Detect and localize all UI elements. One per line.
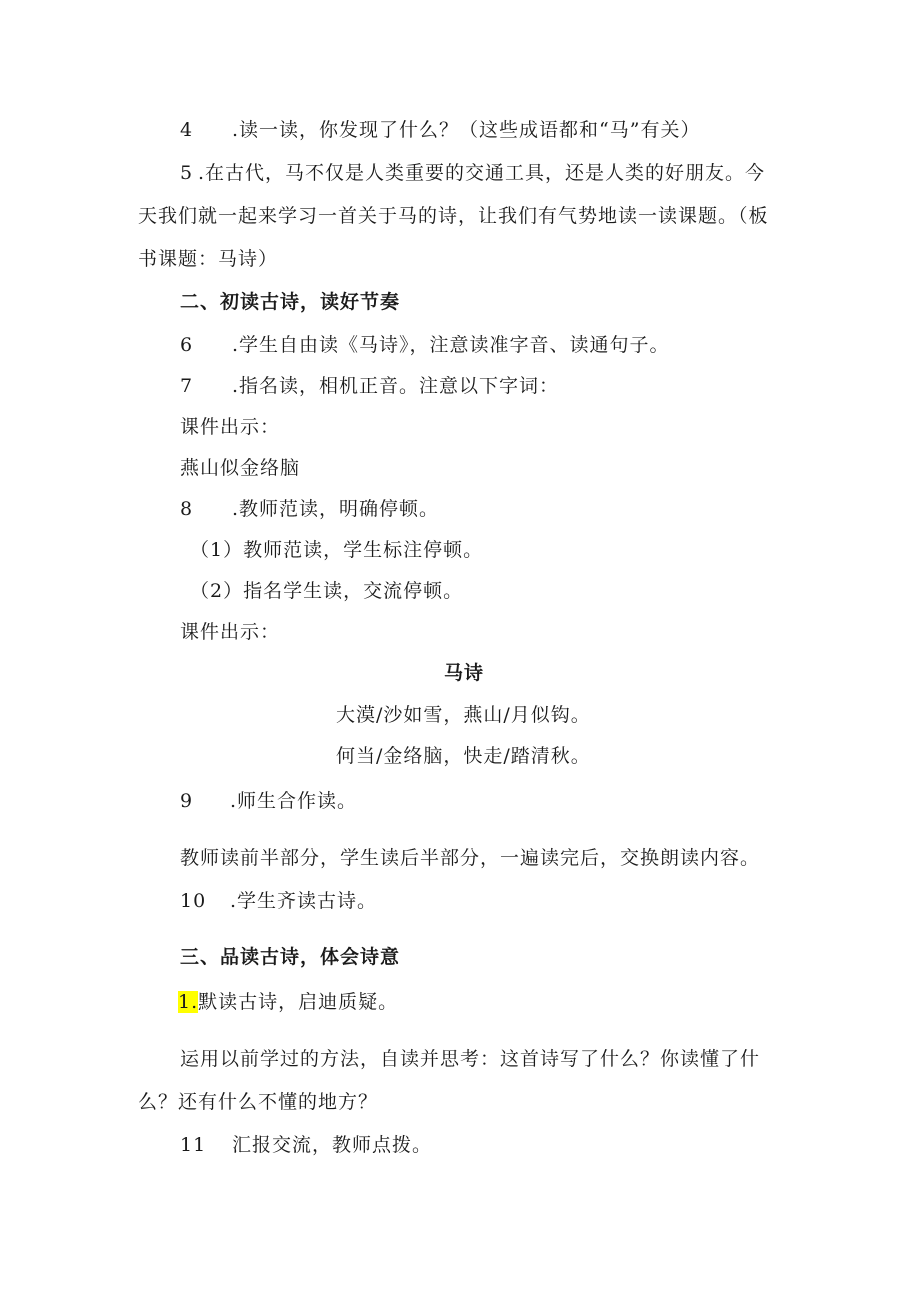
item-5 [180,161,765,185]
step-detail-continuation: 么？还有什么不懂的地方？ [138,1091,379,1113]
step-1 [178,990,398,1014]
item-9 [180,789,357,813]
item-7 [180,374,559,398]
item-number: 6 [180,334,194,356]
item-4 [180,118,700,142]
item-8 [180,497,439,521]
item-text: .指名读，相机正音。注意以下字词： [232,375,560,397]
item-detail: 教师读前半部分，学生读后半部分，一遍读完后，交换朗读内容。 [180,847,761,869]
poem-title: 马诗 [444,662,485,684]
sub-item-1: （1）教师范读，学生标注停顿。 [190,539,484,561]
item-number: 4 [180,119,194,141]
item-number: 5 [180,162,194,184]
item-text: .在古代，马不仅是人类重要的交通工具，还是人类的好朋友。今 [198,162,766,184]
item-10 [180,889,377,913]
item-text: .师生合作读。 [230,790,358,812]
item-text: .学生自由读《马诗》，注意读准字音、读通句子。 [232,334,670,356]
item-text: 汇报交流，教师点拨。 [232,1134,433,1156]
section-heading: 二、初读古诗，读好节奏 [180,291,401,313]
item-text: .教师范读，明确停顿。 [232,498,440,520]
paragraph-continuation: 天我们就一起来学习一首关于马的诗，让我们有气势地读一读课题。（板 [138,205,769,227]
item-11 [180,1133,432,1157]
item-number: 11 [180,1134,207,1156]
step-number-highlight: 1. [178,991,199,1013]
item-text: .学生齐读古诗。 [230,890,378,912]
item-number: 9 [180,790,194,812]
item-text: .读一读，你发现了什么？（这些成语都和“马”有关） [232,119,701,141]
poem-line: 大漠/沙如雪，燕山/月似钩。 [336,704,591,726]
item-number: 8 [180,498,194,520]
item-6 [180,333,670,357]
item-number: 7 [180,375,194,397]
paragraph-continuation: 书课题：马诗） [138,248,279,270]
step-text: 默读古诗，启迪质疑。 [198,991,399,1013]
courseware-label: 课件出示： [180,621,281,643]
courseware-label: 课件出示： [180,416,281,438]
section-heading: 三、品读古诗，体会诗意 [180,946,401,968]
item-number: 10 [180,890,207,912]
step-detail: 运用以前学过的方法，自读并思考：这首诗写了什么？你读懂了什 [180,1048,761,1070]
sub-item-2: （2）指名学生读，交流停顿。 [190,580,464,602]
poem-line: 何当/金络脑，快走/踏清秋。 [336,745,591,767]
key-words: 燕山似金络脑 [180,457,301,479]
